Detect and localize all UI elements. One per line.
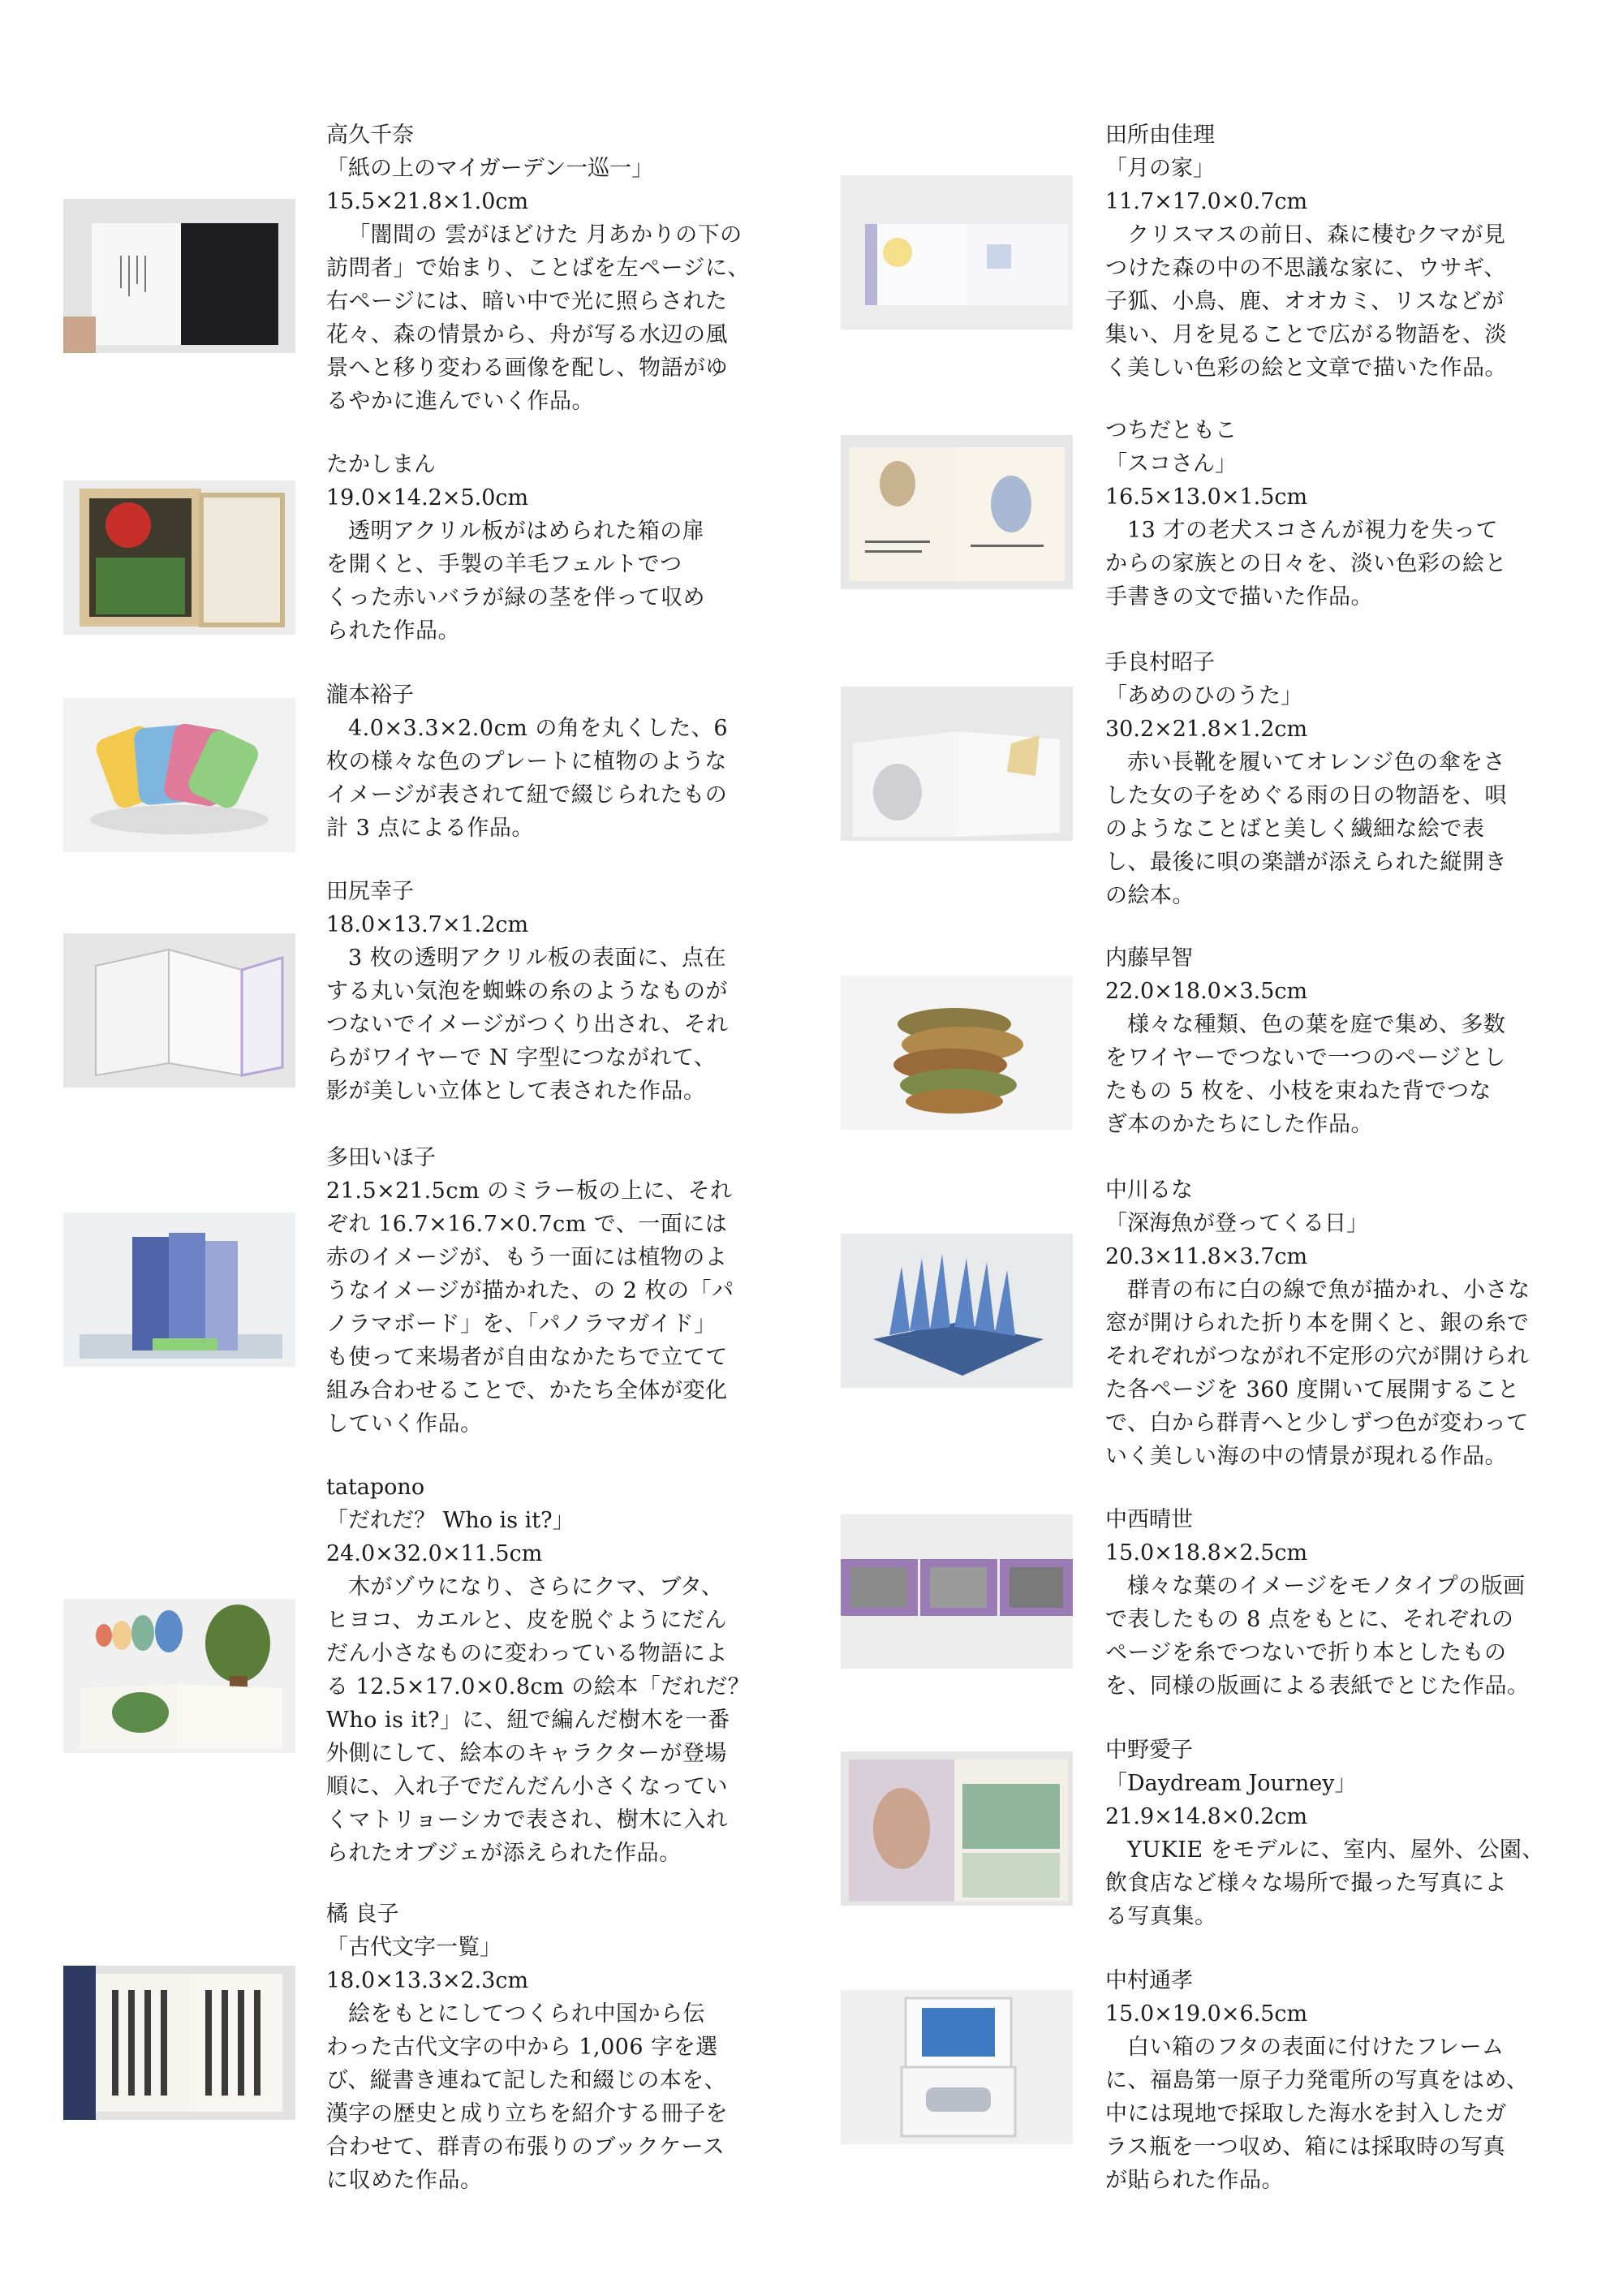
artwork-photo-tada <box>63 1213 295 1367</box>
artwork-description-line: 13 才の老犬スコさんが視力を失って <box>1127 518 1498 543</box>
artwork-description-line: び、縦書き連ねて記した和綴じの本を、 <box>326 2068 727 2093</box>
artwork-description-line: だん小さなものに変わっている物語によ <box>326 1641 728 1666</box>
artist-name: 中西晴世 <box>1105 1507 1193 1532</box>
artwork-description-line: ページを糸でつないで折り本としたもの <box>1105 1640 1507 1665</box>
artwork-size: 19.0×14.2×5.0cm <box>326 485 529 510</box>
artwork-description-line: られたオブジェが添えられた作品。 <box>326 1841 682 1866</box>
artwork-description-line: 右ページには、暗い中で光に照らされた <box>326 289 728 314</box>
artwork-description-line: られた作品。 <box>326 618 460 644</box>
artwork-size: 15.5×21.8×1.0cm <box>326 189 529 214</box>
artist-name: つちだともこ <box>1105 418 1237 443</box>
artist-name: 中川るな <box>1105 1178 1193 1203</box>
artwork-description-line: 4.0×3.3×2.0cm の角を丸くした、6 <box>348 716 729 741</box>
artwork-description-line: YUKIE をモデルに、室内、屋外、公園、 <box>1127 1837 1544 1863</box>
artwork-description-line: も使って来場者が自由なかたちで立てて <box>326 1345 728 1370</box>
artwork-title: 「あめのひのうた」 <box>1105 683 1302 709</box>
artwork-description-line: 手書きの文で描いた作品。 <box>1105 584 1373 610</box>
artwork-photo-nakano <box>841 1751 1073 1906</box>
artwork-description-line: に収めた作品。 <box>326 2168 483 2193</box>
artist-name: 瀧本裕子 <box>326 683 414 708</box>
artwork-photo-tsuchida <box>841 435 1073 589</box>
artwork-title: 「月の家」 <box>1105 156 1215 181</box>
artwork-description-line: し、最後に唄の楽譜が添えられた縦開き <box>1105 850 1507 875</box>
artwork-description-line: 訪問者」で始まり、ことばを左ページに、 <box>326 256 750 281</box>
artwork-photo-tadokoro <box>841 175 1073 330</box>
artwork-size: 18.0×13.7×1.2cm <box>326 912 529 937</box>
artwork-description-line: た各ページを 360 度開いて展開すること <box>1105 1377 1520 1402</box>
artwork-description-line: を開くと、手製の羊毛フェルトでつ <box>326 552 682 577</box>
artwork-description-line: 漢字の歴史と成り立ちを紹介する冊子を <box>326 2101 728 2126</box>
artwork-description-line: 絵をもとにしてつくられ中国から伝 <box>348 2001 705 2027</box>
artwork-description-line: する丸い気泡を蜘蛛の糸のようなものが <box>326 979 728 1004</box>
artwork-description-line: 影が美しい立体として表された作品。 <box>326 1079 706 1104</box>
artist-name: 多田いほ子 <box>326 1145 436 1170</box>
artwork-size: 24.0×32.0×11.5cm <box>326 1541 543 1566</box>
artwork-description-line: Who is it?」に、紐で編んだ樹木を一番 <box>326 1708 730 1733</box>
artwork-description-line: 窓が開けられた折り本を開くと、銀の糸で <box>1105 1311 1530 1336</box>
artwork-description-line: くマトリョーシカで表され、樹木に入れ <box>326 1807 729 1833</box>
artwork-description-line: をワイヤーでつないで一つのページとし <box>1105 1045 1506 1070</box>
artwork-photo-nakamura <box>841 1990 1073 2144</box>
artwork-description-line: それぞれがつながれ不定形の穴が開けられ <box>1105 1344 1530 1369</box>
artwork-description-line: 子狐、小鳥、鹿、オオカミ、リスなどが <box>1105 289 1505 314</box>
artwork-photo-takaku <box>63 199 295 353</box>
artwork-description-line: わった古代文字の中から 1,006 字を選 <box>326 2035 718 2060</box>
artwork-photo-tachibana <box>63 1966 295 2120</box>
artwork-description-line: いく美しい海の中の情景が現れる作品。 <box>1105 1444 1507 1469</box>
artwork-description-line: 木がゾウになり、さらにクマ、ブタ、 <box>348 1574 724 1600</box>
artwork-description-line: が貼られた作品。 <box>1105 2168 1284 2193</box>
artwork-title: 「紙の上のマイガーデン一巡一」 <box>326 156 654 181</box>
artwork-size: 15.0×19.0×6.5cm <box>1105 2001 1308 2027</box>
artwork-description-line: 計 3 点による作品。 <box>326 816 534 841</box>
artwork-photo-nakagawa <box>841 1234 1073 1388</box>
artwork-description-line: 集い、月を見ることで広がる物語を、淡 <box>1105 322 1507 347</box>
artwork-title: 「スコさん」 <box>1105 451 1237 476</box>
artwork-description-line: した女の子をめぐる雨の日の物語を、唄 <box>1105 783 1507 808</box>
artist-name: 内藤早智 <box>1105 946 1193 971</box>
artist-name: たかしまん <box>326 452 436 477</box>
artwork-description-line: の絵本。 <box>1105 883 1195 908</box>
artist-name: 橘 良子 <box>326 1902 399 1927</box>
artwork-description-line: 21.5×21.5cm のミラー板の上に、それ <box>326 1178 733 1204</box>
artwork-description-line: らがワイヤーで N 字型につながれて、 <box>326 1045 717 1070</box>
artwork-description-line: たもの 5 枚を、小枝を束ねた背でつな <box>1105 1079 1492 1104</box>
artist-name: tatapono <box>326 1475 425 1500</box>
artwork-photo-terano <box>841 687 1073 841</box>
artwork-description-line: 透明アクリル板がはめられた箱の扉 <box>348 519 705 544</box>
artwork-description-line: で表したもの 8 点をもとに、それぞれの <box>1105 1607 1514 1632</box>
artwork-description-line: 「闇間の 雲がほどけた 月あかりの下の <box>348 222 743 248</box>
artist-name: 手良村昭子 <box>1105 650 1215 675</box>
artwork-description-line: 外側にして、絵本のキャラクターが登場 <box>326 1741 727 1766</box>
artwork-title: 「深海魚が登ってくる日」 <box>1105 1211 1368 1236</box>
artwork-size: 22.0×18.0×3.5cm <box>1105 979 1308 1004</box>
artwork-size: 16.5×13.0×1.5cm <box>1105 485 1308 510</box>
artwork-photo-tajiri <box>63 933 295 1088</box>
artwork-description-line: るやかに進んでいく作品。 <box>326 389 594 414</box>
artwork-description-line: からの家族との日々を、淡い色彩の絵と <box>1105 551 1507 576</box>
artwork-description-line: る 12.5×17.0×0.8cm の絵本「だれだ？ <box>326 1674 751 1699</box>
artwork-description-line: うなイメージが描かれた、の 2 枚の「パ <box>326 1278 734 1303</box>
artwork-photo-takimoto <box>63 698 295 852</box>
artwork-description-line: 群青の布に白の線で魚が描かれ、小さな <box>1127 1277 1530 1303</box>
artwork-description-line: ヒヨコ、カエルと、皮を脱ぐようにだん <box>326 1608 727 1633</box>
artist-name: 高久千奈 <box>326 123 414 148</box>
artist-name: 中村通孝 <box>1105 1968 1193 1993</box>
artwork-description-line: 花々、森の情景から、舟が写る水辺の風 <box>326 322 728 347</box>
artwork-description-line: を、同様の版画による表紙でとじた作品。 <box>1105 1674 1530 1699</box>
artwork-description-line: のようなことばと美しく繊細な絵で表 <box>1105 816 1485 842</box>
artwork-description-line: クリスマスの前日、森に棲むクマが見 <box>1127 222 1506 248</box>
artwork-size: 30.2×21.8×1.2cm <box>1105 717 1308 742</box>
artwork-description-line: 合わせて、群青の布張りのブックケース <box>326 2134 725 2160</box>
artwork-description-line: イメージが表されて紐で綴じられたもの <box>326 782 728 808</box>
artwork-description-line: 中には現地で採取した海水を封入したガ <box>1105 2101 1507 2126</box>
artwork-description-line: していく作品。 <box>326 1411 483 1437</box>
artwork-description-line: 飲食店など様々な場所で撮った写真によ <box>1105 1871 1507 1896</box>
artwork-title: 「だれだ？ Who is it?」 <box>326 1508 575 1533</box>
artwork-description-line: 枚の様々な色のプレートに植物のような <box>326 749 727 774</box>
artwork-size: 21.9×14.8×0.2cm <box>1105 1804 1308 1829</box>
artwork-description-line: 順に、入れ子でだんだん小さくなってい <box>326 1774 728 1799</box>
artwork-description-line: 様々な葉のイメージをモノタイプの版画 <box>1127 1574 1526 1599</box>
artwork-photo-naito <box>841 976 1073 1130</box>
artwork-description-line: 組み合わせることで、かたち全体が変化 <box>326 1378 728 1403</box>
artwork-size: 15.0×18.8×2.5cm <box>1105 1540 1308 1566</box>
artwork-size: 20.3×11.8×3.7cm <box>1105 1244 1308 1269</box>
artwork-title: 「Daydream Journey」 <box>1105 1771 1357 1796</box>
artwork-description-line: 様々な種類、色の葉を庭で集め、多数 <box>1127 1012 1506 1037</box>
artwork-description-line: ぎ本のかたちにした作品。 <box>1105 1112 1373 1137</box>
artwork-photo-takashiman <box>63 480 295 635</box>
artwork-photo-tatapono <box>63 1599 295 1753</box>
artwork-description-line: 白い箱のフタの表面に付けたフレーム <box>1127 2035 1505 2060</box>
artist-name: 田所由佳理 <box>1105 123 1215 148</box>
artwork-description-line: で、白から群青へと少しずつ色が変わって <box>1105 1411 1529 1436</box>
artwork-size: 11.7×17.0×0.7cm <box>1105 189 1308 214</box>
artwork-description-line: く美しい色彩の絵と文章で描いた作品。 <box>1105 355 1507 381</box>
artwork-description-line: くった赤いバラが緑の茎を伴って収め <box>326 585 705 610</box>
artwork-description-line: 赤のイメージが、もう一面には植物のよ <box>326 1245 728 1270</box>
artwork-description-line: に、福島第一原子力発電所の写真をはめ、 <box>1105 2068 1529 2093</box>
artwork-photo-nakanishi <box>841 1514 1073 1669</box>
artwork-description-line: ラス瓶を一つ収め、箱には採取時の写真 <box>1105 2134 1506 2160</box>
artwork-description-line: つけた森の中の不思議な家に、ウサギ、 <box>1105 256 1506 281</box>
artist-name: 中野愛子 <box>1105 1738 1193 1763</box>
artwork-description-line: 赤い長靴を履いてオレンジ色の傘をさ <box>1127 750 1506 775</box>
artwork-size: 18.0×13.3×2.3cm <box>326 1968 529 1993</box>
artwork-description-line: る写真集。 <box>1105 1904 1217 1929</box>
artwork-title: 「古代文字一覧」 <box>326 1935 502 1960</box>
artwork-description-line: つないでイメージがつくり出され、それ <box>326 1012 729 1037</box>
artwork-description-line: 3 枚の透明アクリル板の表面に、点在 <box>348 946 726 971</box>
artwork-description-line: ノラマボード」を、「パノラマガイド」 <box>326 1312 717 1337</box>
artwork-description-line: 景へと移り変わる画像を配し、物語がゆ <box>326 355 728 381</box>
artwork-description-line: ぞれ 16.7×16.7×0.7cm で、一面には <box>326 1212 728 1237</box>
artist-name: 田尻幸子 <box>326 879 414 904</box>
